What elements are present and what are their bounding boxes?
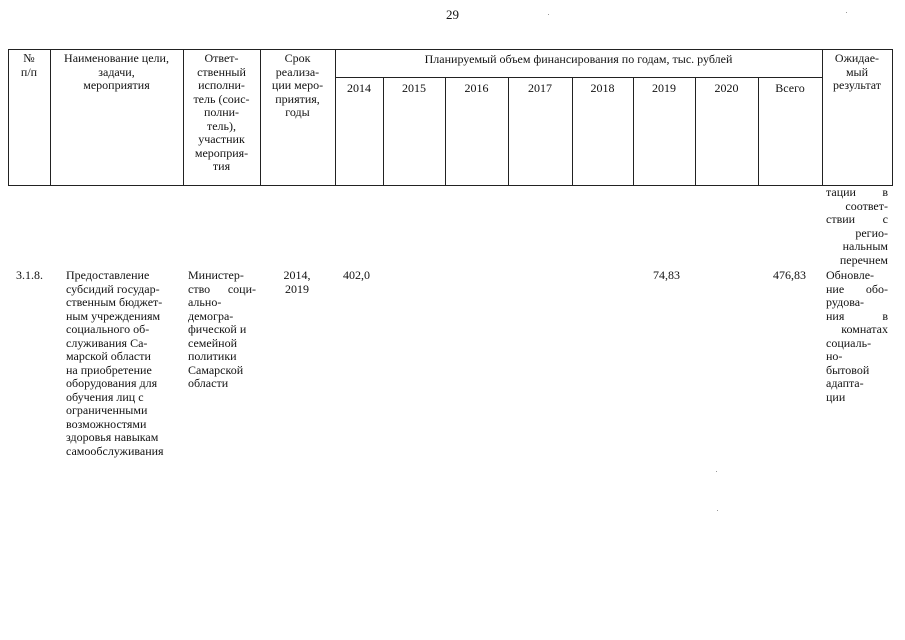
header-year-total: Всего (775, 81, 805, 95)
header-year-2019: 2019 (652, 81, 676, 95)
row-result: Обновле- ние обо- рудова- ния в комнатах социаль- но- бытовой адаптa- ции (826, 268, 888, 404)
header-responsible: Ответ- ственный исполни- тель (соис- полни- тель), участник мероприя- тия (193, 51, 250, 173)
header-year-2015: 2015 (402, 81, 426, 95)
header-name: Наименование цели, задачи, мероприятия (64, 51, 169, 92)
header-term: Срок реализа- ции меро- приятия, годы (271, 51, 324, 119)
row-responsible: Министер- ство соци- ально- демогра- фической и семейной политики Самарской области (188, 268, 256, 390)
scan-speck (548, 14, 549, 15)
result-continuation: тации в соответ- ствии с регио- нальным перечнем (826, 185, 888, 267)
row-total: 476,83 (773, 268, 806, 282)
page-number: 29 (446, 7, 459, 22)
col-border (892, 49, 893, 185)
header-result: Ожидае- мый результат (832, 51, 882, 92)
row-term: 2014, 2019 (283, 268, 311, 296)
col-border (335, 49, 336, 185)
header-year-2016: 2016 (464, 81, 489, 95)
table-header (8, 49, 893, 185)
scan-speck (716, 471, 717, 472)
scan-speck (717, 510, 718, 511)
header-num: № п/п (20, 51, 38, 79)
row-value-2014: 402,0 (343, 268, 370, 282)
header-funding-title: Планируемый объем финансирования по годам, тыс. рублей (424, 52, 733, 66)
header-year-2014: 2014 (347, 81, 371, 95)
header-year-2017: 2017 (528, 81, 552, 95)
header-year-2018: 2018 (590, 81, 615, 95)
row-number: 3.1.8. (16, 268, 43, 282)
row-value-2019: 74,83 (653, 268, 680, 282)
header-top-border (8, 49, 893, 50)
header-bottom-border (8, 185, 893, 186)
row-name: Предоставление субсидий государ- ственным бюджет- ным учреждениям социального об- служивания Са- марской области на приобретение оборудования для обучения лиц с ограниченными возможностями здоровья навыкам самообслуживания (66, 268, 164, 458)
header-year-2020: 2020 (714, 81, 739, 95)
scan-speck (846, 12, 847, 13)
years-divider (335, 77, 822, 78)
